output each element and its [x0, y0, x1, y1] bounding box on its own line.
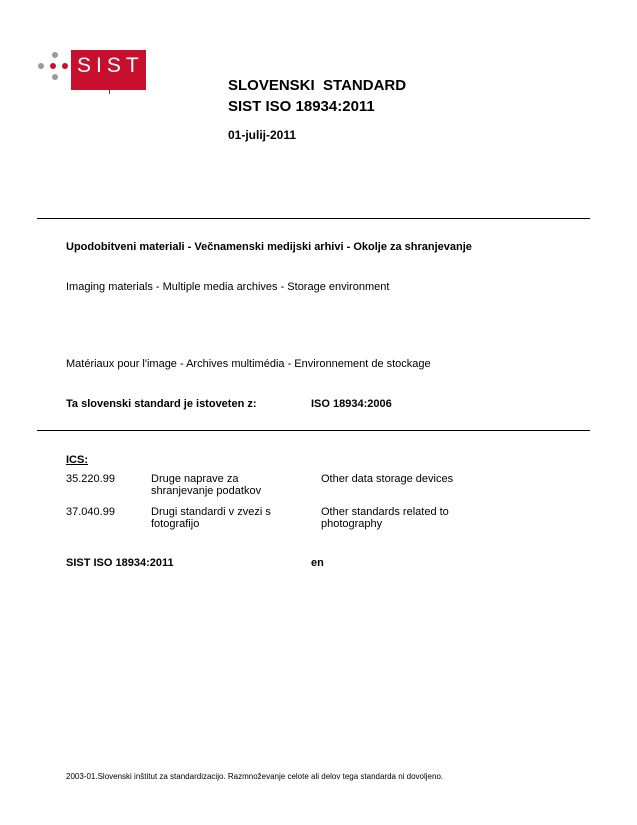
ics-heading: ICS: [66, 454, 88, 466]
publication-date: 01-julij-2011 [228, 128, 297, 142]
logo-dot [62, 63, 68, 69]
designation-code: SIST ISO 18934:2011 [66, 557, 174, 569]
equivalence-value: ISO 18934:2006 [311, 398, 392, 410]
divider-top [37, 218, 590, 219]
ics-slovenian: Drugi standardi v zvezi s fotografijo [151, 506, 271, 530]
title-french: Matériaux pour l'image - Archives multimédia - Environnement de stockage [66, 358, 431, 370]
equivalence-label: Ta slovenski standard je istoveten z: [66, 398, 257, 410]
title-slovenian: Upodobitveni materiali - Večnamenski medijski arhivi - Okolje za shranjevanje [66, 241, 472, 253]
ics-english: Other standards related to photography [321, 506, 449, 530]
logo-dot [52, 52, 58, 58]
ics-code: 35.220.99 [66, 473, 115, 485]
ics-english: Other data storage devices [321, 473, 454, 485]
title-english: Imaging materials - Multiple media archives - Storage environment [66, 281, 390, 293]
logo-text: SIST [77, 54, 144, 77]
standard-label: SLOVENSKI STANDARD [228, 77, 407, 94]
ics-slovenian: Druge naprave za shranjevanje podatkov [151, 473, 262, 497]
ics-code: 37.040.99 [66, 506, 115, 518]
divider-bottom [37, 430, 590, 431]
sist-logo [36, 50, 166, 94]
copyright-footer: 2003-01.Slovenski inštitut za standardizacijo. Razmnoževanje celote ali delov tega standarda ni dovoljeno. [66, 772, 444, 781]
designation-language: en [311, 557, 324, 569]
logo-dot [38, 63, 44, 69]
logo-dot [50, 63, 56, 69]
standard-number: SIST ISO 18934:2011 [228, 98, 375, 115]
logo-dot [52, 74, 58, 80]
